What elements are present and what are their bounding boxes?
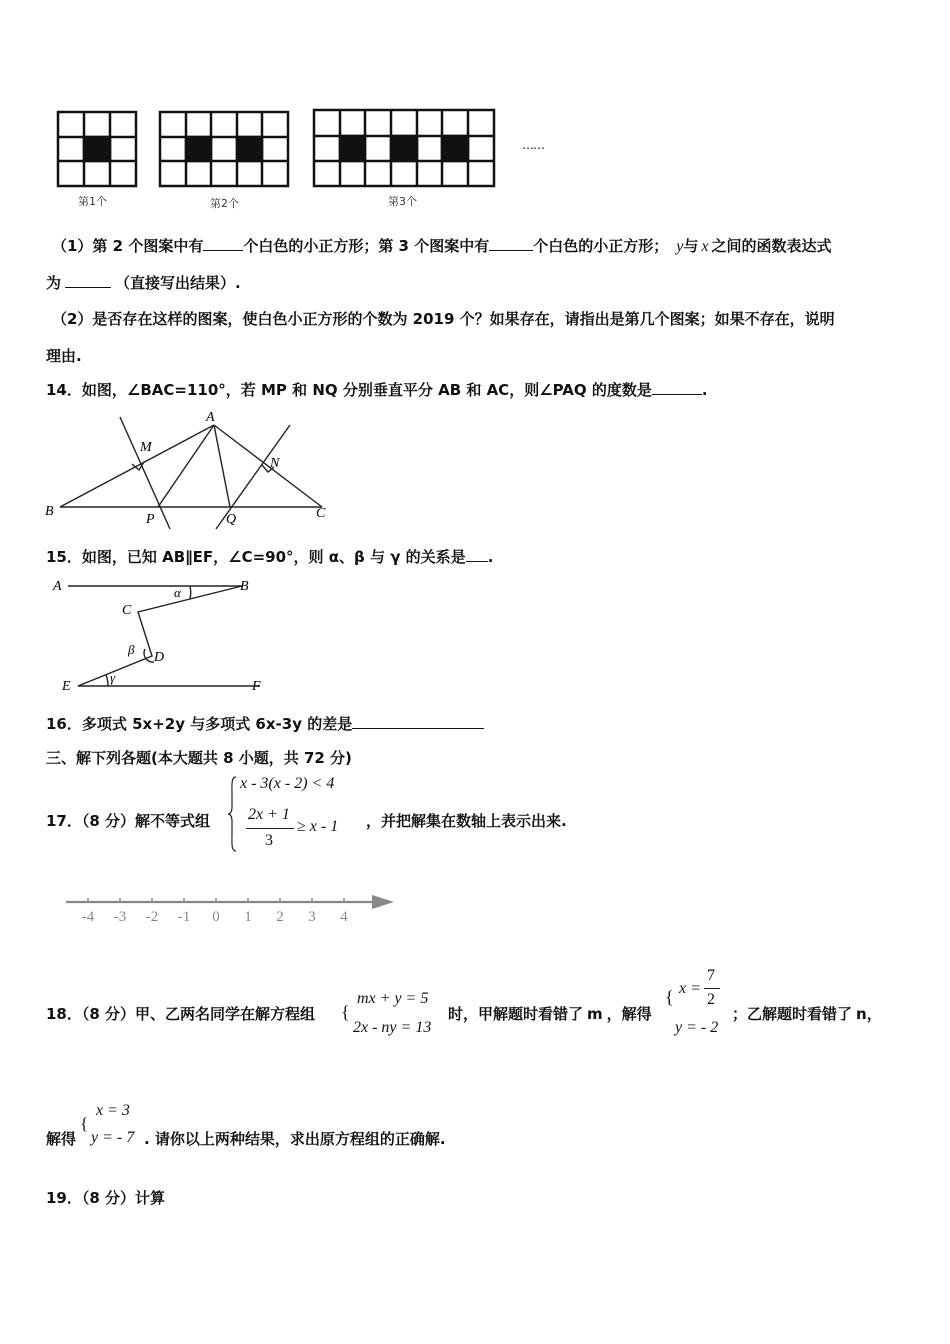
number-line-label: 2: [276, 909, 284, 925]
number-line-label: -3: [113, 909, 127, 925]
label-A: A: [53, 579, 62, 594]
q15-question: 15．如图，已知 AB∥EF，∠C=90°，则 α、β 与 γ 的关系是 .: [46, 548, 494, 566]
label-F: F: [252, 679, 261, 694]
q18-sol1-x-num: 7: [707, 967, 715, 984]
q18-mid-text: 时，甲解题时看错了 m ，解得: [448, 1005, 652, 1023]
q13-part1-line: （1）第 2 个图案中有 个白色的小正方形；第 3 个图案中有 个白色的小正方形； y与 x 之间的函数表达式: [52, 237, 832, 255]
label-Q: Q: [226, 512, 237, 527]
q16-question: 16．多项式 5x+2y 与多项式 6x-3y 的差是: [46, 714, 484, 734]
answer-blank[interactable]: [652, 380, 702, 395]
pattern-1: [58, 112, 136, 186]
q14-question: 14．如图，∠BAC=110°，若 MP 和 NQ 分别垂直平分 AB 和 AC，则∠PAQ 的度数是 .: [46, 381, 708, 399]
q19-question: 19．（8 分）计算: [46, 1189, 166, 1207]
q18-sol1-y: y = - 2: [675, 1019, 719, 1036]
black-square: [340, 136, 365, 161]
q13-part1-line2: 为 （直接写出结果）.: [46, 274, 241, 292]
q18-sol2-y: y = - 7: [91, 1129, 135, 1146]
black-square: [186, 137, 211, 161]
answer-blank[interactable]: [466, 547, 488, 562]
label-N: N: [270, 456, 280, 471]
pattern-ellipsis: ……: [522, 138, 544, 152]
answer-blank[interactable]: [489, 236, 533, 251]
q17-fraction-bar: [246, 828, 294, 829]
black-square: [391, 136, 417, 161]
answer-blank[interactable]: [65, 273, 111, 288]
q17-lead: 17．（8 分）解不等式组: [46, 812, 211, 830]
q17-inequality-2-rhs: ≥ x - 1: [297, 818, 339, 835]
q18-equation-2: 2x - ny = 13: [353, 1019, 432, 1036]
q18-mid-text-2: ；乙解题时看错了 n，: [732, 1005, 882, 1023]
number-line-label: 1: [244, 909, 252, 925]
q18-sol1-fraction-bar: [704, 988, 720, 989]
label-beta: β: [128, 642, 135, 657]
label-A: A: [206, 410, 215, 425]
q18-brace: {: [341, 1002, 350, 1022]
section-heading: 三、解下列各题(本大题共 8 小题，共 72 分): [46, 749, 352, 767]
number-line-label: -4: [81, 909, 95, 925]
q17-fraction-denominator: 3: [265, 832, 273, 849]
label-B: B: [240, 579, 249, 594]
q17-brace: [228, 775, 238, 853]
q13-part2-line2: 理由.: [46, 347, 82, 365]
pattern-3: [314, 110, 494, 186]
number-line-label: 0: [212, 909, 220, 925]
q18-line2-lead: 解得: [46, 1130, 77, 1148]
q18-lead: 18．（8 分）甲、乙两名同学在解方程组: [46, 1005, 316, 1023]
label-gamma: γ: [110, 670, 116, 685]
label-alpha: α: [174, 585, 181, 600]
number-line: [60, 888, 400, 928]
q18-sol1-x-den: 2: [707, 991, 715, 1008]
q13-part2-line1: （2）是否存在这样的图案，使白色小正方形的个数为 2019 个？如果存在，请指出是第几个图案；如果不存在，说明: [52, 310, 835, 328]
number-line-label: 3: [308, 909, 316, 925]
label-M: M: [140, 440, 152, 455]
q18-sol2-brace: {: [80, 1114, 89, 1133]
q18-equation-1: mx + y = 5: [357, 990, 429, 1007]
q18-sol1-brace: {: [665, 987, 674, 1007]
number-line-label: -1: [177, 909, 191, 925]
label-C: C: [316, 506, 326, 521]
q14-triangle-figure: [44, 405, 334, 535]
black-square: [237, 137, 262, 161]
pattern-figure: [50, 100, 580, 215]
label-B: B: [45, 504, 54, 519]
label-P: P: [146, 512, 155, 527]
q18-line2-tail: . 请你以上两种结果，求出原方程组的正确解.: [144, 1130, 446, 1148]
pattern-label-1: 第1个: [78, 195, 107, 208]
q17-fraction-numerator: 2x + 1: [248, 806, 290, 823]
label-E: E: [62, 679, 71, 694]
black-square: [84, 137, 110, 161]
number-line-arrow-icon: [372, 895, 394, 909]
answer-blank[interactable]: [352, 714, 484, 729]
pattern-2: [160, 112, 288, 186]
number-line-label: 4: [340, 909, 348, 925]
q17-tail: ，并把解集在数轴上表示出来.: [366, 812, 567, 830]
black-square: [442, 136, 468, 161]
q18-sol2-x: x = 3: [96, 1102, 130, 1119]
pattern-label-2: 第2个: [210, 197, 239, 210]
label-D: D: [154, 650, 165, 665]
pattern-label-3: 第3个: [388, 195, 417, 208]
q17-inequality-1: x - 3(x - 2) < 4: [240, 775, 335, 792]
q15-parallel-figure: [50, 572, 280, 696]
label-C: C: [122, 603, 132, 618]
number-line-label: -2: [145, 909, 159, 925]
answer-blank[interactable]: [203, 236, 243, 251]
q18-sol1-x-lhs: x =: [679, 980, 701, 997]
